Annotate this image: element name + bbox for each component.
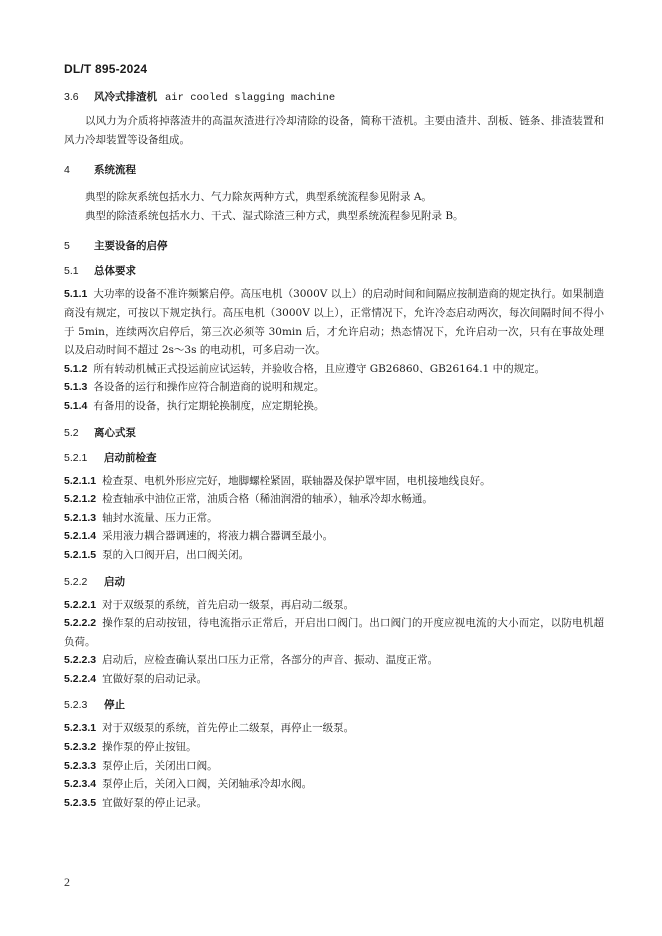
clause-5-2-3-4 <box>64 775 604 794</box>
clause-5-2-3-5 <box>64 794 604 813</box>
clause-number: 5.2.3.4 <box>64 778 97 791</box>
clause-5-2-1-2 <box>64 490 604 509</box>
clause-number: 5.2.3.2 <box>64 741 97 754</box>
section-title: 总体要求 <box>94 265 136 278</box>
section-4-heading <box>64 163 604 178</box>
section-number: 5.2.3 <box>64 699 88 712</box>
section-title-en: air cooled slagging machine <box>165 92 336 104</box>
section-number: 5.2.2 <box>64 575 88 588</box>
clause-5-1-4 <box>64 397 604 416</box>
section-title: 系统流程 <box>94 164 136 177</box>
section-title: 启动前检查 <box>104 451 157 464</box>
clause-5-2-2-2 <box>64 614 604 651</box>
clause-5-2-2-1 <box>64 596 604 615</box>
clause-number: 5.1.4 <box>64 399 88 412</box>
section-number: 5.1 <box>64 265 79 278</box>
clause-number: 5.1.1 <box>64 288 88 301</box>
clause-text: 各设备的运行和操作应符合制造商的说明和规定。 <box>93 381 325 394</box>
section-5-2-heading <box>64 426 604 441</box>
clause-5-1-1 <box>64 285 604 359</box>
clause-number: 5.2.2.3 <box>64 654 97 667</box>
section-title: 停止 <box>104 699 125 712</box>
clause-number: 5.2.1.2 <box>64 493 97 506</box>
clause-text: 采用液力耦合器调速的，将液力耦合器调至最小。 <box>102 530 334 543</box>
clause-number: 5.2.2.1 <box>64 598 97 611</box>
clause-number: 5.2.1.4 <box>64 530 97 543</box>
clause-number: 5.2.2.2 <box>64 617 97 630</box>
section-title: 主要设备的启停 <box>94 240 168 253</box>
section-5-2-2-heading <box>64 575 604 590</box>
clause-text: 有备用的设备，执行定期轮换制度，应定期轮换。 <box>93 399 325 412</box>
clause-text: 检查泵、电机外形应完好，地脚螺栓紧固，联轴器及保护罩牢固，电机接地线良好。 <box>102 474 491 487</box>
page-number: 2 <box>64 875 70 889</box>
clause-5-2-3-1 <box>64 719 604 738</box>
section-number: 5 <box>64 240 70 253</box>
clause-text: 宜做好泵的停止记录。 <box>102 796 208 809</box>
clause-5-2-2-4 <box>64 670 604 689</box>
clause-text: 泵停止后，关闭入口阀，关闭轴承冷却水阀。 <box>102 778 313 791</box>
section-5-heading <box>64 239 604 254</box>
clause-number: 5.2.3.5 <box>64 796 97 809</box>
section-title: 启动 <box>104 575 125 588</box>
section-title: 风冷式排渣机 <box>94 91 157 103</box>
clause-text: 轴封水流量、压力正常。 <box>102 511 218 524</box>
clause-number: 5.2.3.3 <box>64 759 97 772</box>
section-number: 3.6 <box>64 91 79 103</box>
clause-5-2-1-4 <box>64 527 604 546</box>
clause-text: 所有转动机械正式投运前应试运转，并验收合格，且应遵守 GB26860、GB26164.1 中的规定。 <box>93 362 546 375</box>
section-number: 5.2 <box>64 426 79 439</box>
section-5-2-1-heading <box>64 451 604 466</box>
section-3-6-paragraph: 以风力为介质将掉落渣井的高温灰渣进行冷却清除的设备，简称干渣机。主要由渣井、刮板、链条、排渣装置和风力冷却装置等设备组成。 <box>64 115 604 146</box>
clause-text: 启动后，应检查确认泵出口压力正常，各部分的声音、振动、温度正常。 <box>102 654 439 667</box>
clause-5-2-1-1 <box>64 472 604 491</box>
section-5-1-heading <box>64 264 604 279</box>
clause-5-2-2-3 <box>64 651 604 670</box>
clause-5-2-3-3 <box>64 757 604 776</box>
clause-text: 操作泵的启动按钮，待电流指示正常后，开启出口阀门。出口阀门的开度应视电流的大小而定，以防电机超负荷。 <box>64 617 604 648</box>
clause-text: 泵的入口阀开启，出口阀关闭。 <box>102 548 250 561</box>
section-number: 5.2.1 <box>64 451 88 464</box>
clause-number: 5.2.1.1 <box>64 474 97 487</box>
clause-text: 检查轴承中油位正常，油质合格（稀油润滑的轴承），轴承冷却水畅通。 <box>102 493 433 506</box>
clause-text: 对于双级泵的系统，首先启动一级泵，再启动二级泵。 <box>102 598 355 611</box>
section-5-2-3-heading <box>64 698 604 713</box>
clause-text: 操作泵的停止按钮。 <box>102 741 197 754</box>
clause-number: 5.2.1.5 <box>64 548 97 561</box>
clause-number: 5.2.3.1 <box>64 722 97 735</box>
clause-5-2-3-2 <box>64 738 604 757</box>
clause-5-1-3 <box>64 378 604 397</box>
clause-text: 泵停止后，关闭出口阀。 <box>102 759 218 772</box>
clause-5-2-1-3 <box>64 509 604 528</box>
clause-text: 对于双级泵的系统，首先停止二级泵，再停止一级泵。 <box>102 722 355 735</box>
clause-number: 5.2.2.4 <box>64 672 97 685</box>
clause-text: 大功率的设备不准许频繁启停。高压电机（3000V 以上）的启动时间和间隔应按制造商的规定执行。如果制造商没有规定，可按以下规定执行。高压电机（3000V 以上），正常情况下，允许冷态启动两次，每次间隔时间不得小于 5min，连续两次启停后，第三次必须等 30min 后，才允许启动；热态情况下，允许启动一次，只有在事故处理以及启动时间不超过 2s～3s 的电动机，可多启动一次。 <box>64 288 604 357</box>
clause-5-1-2 <box>64 360 604 379</box>
standard-code: DL/T 895-2024 <box>64 62 148 76</box>
section-4-paragraph-2: 典型的除渣系统包括水力、干式、湿式除渣三种方式，典型系统流程参见附录 B。 <box>85 209 464 222</box>
clause-number: 5.1.2 <box>64 362 88 375</box>
clause-number: 5.2.1.3 <box>64 511 97 524</box>
section-3-6-heading <box>64 90 604 106</box>
document-body <box>64 90 604 812</box>
section-title: 离心式泵 <box>94 426 136 439</box>
section-4-paragraph-1: 典型的除灰系统包括水力、气力除灰两种方式，典型系统流程参见附录 A。 <box>85 191 432 204</box>
clause-5-2-1-5 <box>64 546 604 565</box>
section-number: 4 <box>64 164 70 177</box>
clause-text: 宜做好泵的启动记录。 <box>102 672 208 685</box>
clause-number: 5.1.3 <box>64 381 88 394</box>
